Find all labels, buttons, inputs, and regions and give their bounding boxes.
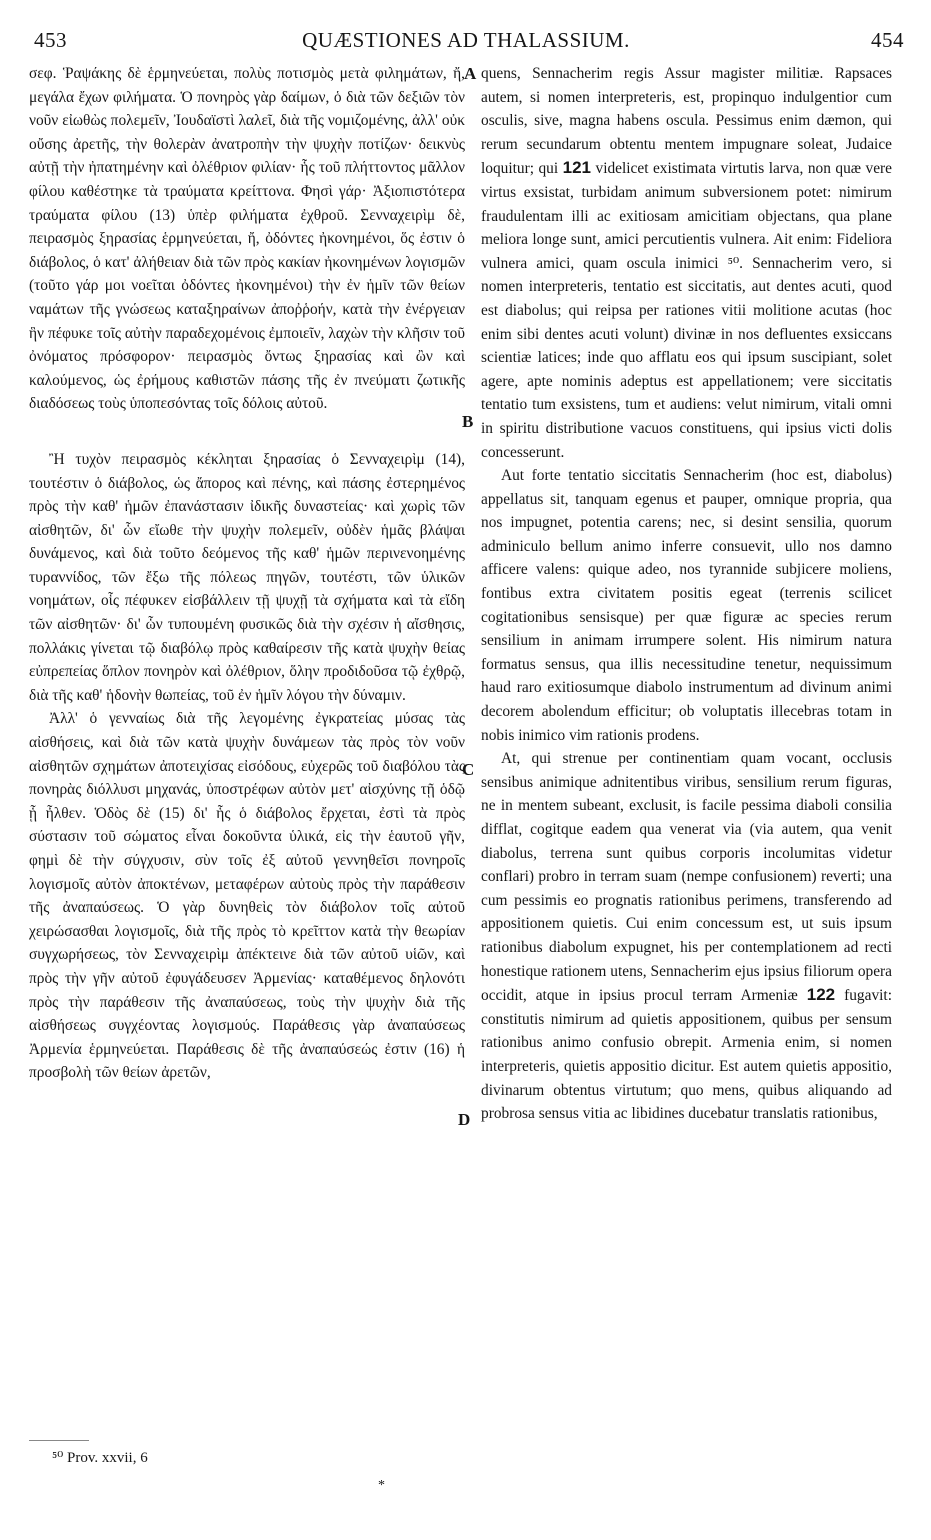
column-number-121: 121 [562, 158, 592, 178]
latin-paragraph-1-part-a: quens, Sennacherim regis Assur magister militiæ. Rapsaces autem, si nomen interpreteris, est, propinquo indulgentior cum osculis, sive, magna habens oscula. Pessimus enim dæmon, qui rerum secundarum obtentu mentem impugnare soleat, Judaice loquitur; qui [481, 65, 892, 178]
page-header [28, 28, 904, 58]
section-marker-a: A [464, 64, 477, 83]
section-marker-c: C [462, 760, 475, 779]
latin-paragraph-3-part-b: fugavit: constitutis nimirum ad quietis appositionem, quibus per sensum rationibus animo confusio obrepit. Armenia enim, si nomen interpreteris, quietis appositio dicitur. Est autem quietis appositio, divinarum obtentus virtutum; quo mens, quibus aliquando ad probrosa sensus vitia ac libidines ducebatur translatis rationibus, [481, 987, 892, 1123]
section-marker-d: D [458, 1110, 471, 1129]
latin-paragraph-3-part-a: At, qui strenue per continentiam quam vocant, occlusis sensibus animique adnitentibus viribus, sensilium rerum figuras, ne in mentem subeant, exclusit, is facile pessima diaboli consilia difflat, cogitque eadem qua venerat via (via autem, qua venit diabolus, terrena sunt quibus corporis incolumitas videtur conflari) probro in terram suam (nempe confusionem) reverti; una cum pessimis eo prognatis rationibus perimens, transferendo ad appositionem quietis. Cui enim concessum est, ut suis ipsum rationibus diabolum expugnet, his per contemplationem ad recti honestique rationem utens, Sennacherim ejus ipsius filiorum opera occidit, atque in ipsius procul terram Armeniæ [481, 750, 892, 1005]
section-marker-b: B [462, 412, 474, 431]
running-title: QUÆSTIONES AD THALASSIUM. [302, 28, 630, 52]
page-number-left: 453 [34, 28, 67, 52]
greek-paragraph-2: Ἢ τυχὸν πειρασμὸς κέκληται ξηρασίας ὁ Σενναχειρὶμ (14), τουτέστιν ὁ διάβολος, ὡς ἄπορος καὶ πένης, καὶ πάσης ἐστερημένος πρὸς τὴν καθ' ἡμῶν ἐπανάστασιν ἰδικῆς δυναστείας· καὶ χωρὶς τῶν αἰσθητῶν, δι' ὧν εἴωθε τὴν ψυχὴν πολεμεῖν, οὐδὲν ἡμᾶς βλάψαι δυνάμενος, καὶ διὰ τοῦτο δεόμενος τῆς καθ' ἡμῶν περινενοημένης τυραννίδος, τῶν ἔξω τῆς πόλεως πηγῶν, τουτέστι, τῶν ὑλικῶν νοημάτων, οἷς πέφυκεν εἰσβάλλειν τῇ ψυχῇ τὰ σχήματα καὶ τὰ εἴδη τῶν αἰσθητῶν· δι' ὧν τυπουμένη φυσικῶς διὰ τὴν σχέσιν ἡ αἴσθησις, πολλάκις γίνεται τῷ διαβόλῳ πρὸς καθαίρεσιν τῆς κατὰ ψυχὴν θείας εὐπρεπείας ὅπλον πονηρὸν καὶ ὀλέθριον, ὅλην προδιδοῦσα τῷ ἐχθρῷ, διὰ τῆς καθ' ἡδονὴν θωπείας, τοῦ ἐν ἡμῖν λόγου τὴν δύναμιν. [29, 450, 465, 704]
greek-paragraph-1: σεφ. Ῥαψάκης δὲ ἑρμηνεύεται, πολὺς ποτισμὸς μετὰ φιλημάτων, ἤ, μεγάλα ἔχων φιλήματα. Ὁ πονηρὸς γὰρ δαίμων, ὁ διὰ τῶν δεξιῶν τὸν νοῦν εἰωθὼς πολεμεῖν, Ἰουδαϊστὶ λαλεῖ, διὰ τῆς νομιζομένης, ἀλλ' οὐκ οὔσης ἀρετῆς, τὴν θολερὰν ἀνατροπὴν τὴν ψυχὴν ποτίζων· δεικνὺς αὐτῇ τὴν ἠπατημένην καὶ ὀλέθριον φιλίαν· ἧς τοῦ πλήττοντος μᾶλλον φίλου καθέστηκε τὰ τραύματα κρείττονα. Φησὶ γάρ· Ἀξιοπιστότερα τραύματα φίλου (13) ὑπὲρ φιλήματα ἐχθροῦ. Σενναχειρὶμ δὲ, πειρασμὸς ξηρασίας ἑρμηνεύεται, ἤ, ὀδόντες ἠκονημένοι, ὅς ἐστιν ὁ διάβολος, ὁ κατ' ἀλήθειαν διὰ τῶν πρὸς κακίαν ἠκονημένων λογισμῶν (τοῦτο γάρ μοι νοεῖται ὀδόντες ἠκονημένοι) τὴν ἐν ἡμῖν τῶν θείων ναμάτων τῆς γνώσεως καταξηραίνων ἀποῤῥοήν, κατὰ τὴν ἐνέργειαν ἣν πέφυκε τοῖς αὐτὴν παραδεχομένοις ἐμποιεῖν, λαχὼν τὴν κλῆσιν τοῦ ὀνόματος πρόσφορον· πειρασμὸς ὄντως ξηρασίας καὶ ὢν καὶ καλούμενος, ὡς ἐρήμους καθιστῶν πάσης τῆς ἐν πνεύματι ζωτικῆς διαδόσεως τοὺς ὑποπεσόντας τοῖς δόλοις αὐτοῦ. [29, 65, 465, 413]
footnote: ⁵⁰ Prov. xxvii, 6 [52, 1450, 148, 1466]
greek-paragraph-3: Ἀλλ' ὁ γενναίως διὰ τῆς λεγομένης ἐγκρατείας μύσας τὰς αἰσθήσεις, καὶ διὰ τῶν κατὰ ψυχὴν δυνάμεων τὰς πρὸς τὸν νοῦν αἰσθητῶν σχημάτων ἀποτειχίσας εἰσόδους, εὐχερῶς τοῦ διαβόλου τὰς πονηρὰς διόλλυσι μηχανάς, ὑποστρέφων αὐτὸν μετ' αἰσχύνης τῇ ὁδῷ ᾗ ἦλθεν. Ὁδὸς δὲ (15) δι' ἧς ὁ διάβολος ἔρχεται, ἐστὶ τὰ πρὸς σύστασιν τοῦ σώματος εἶναι δοκοῦντα ὑλικά, εἰς τὴν ἑαυτοῦ γῆν, φημὶ δὲ τὴν σύγχυσιν, σὺν τοῖς ἐξ αὐτοῦ γεννηθεῖσι πονηροῖς λογισμοῖς αὐτὸν ἀποκτένων, μεταφέρων αὐτοὺς πρὸς τὴν παράθεσιν τῆς ἀναπαύσεως. Ὁ γὰρ δυνηθεὶς τὸν διάβολον τοῖς αὐτοῦ χειρώσασθαι λογισμοῖς, διὰ τῆς πρὸς τὸ κρεῖττον κατὰ τὴν θεωρίαν συγχωρήσεως, τὸν Σενναχειρὶμ ἀπέκτεινε διὰ τῶν αὐτοῦ υἱῶν, καὶ πρὸς τὴν γῆν αὐτοῦ ἐφυγάδευσεν Ἀρμενίας· καταθέμενος δηλονότι πρὸς τὴν παράθεσιν τῆς ἀναπαύσεως, τοὺς τὴν ψυχὴν διὰ τῆς αἰσθήσεως συγχέοντας λογισμούς. Παράθεσις γὰρ ἀναπαύσεως Ἀρμενία ἑρμηνεύεται. Παράθεσις δὲ τῆς ἀναπαύσεώς ἐστιν (16) ἡ προσβολὴ τῶν θείων ἀρετῶν, [29, 710, 465, 1082]
page-number-right: 454 [871, 28, 904, 52]
footnote-rule [29, 1440, 89, 1441]
latin-paragraph-1 [481, 62, 892, 464]
latin-paragraph-2: Aut forte tentatio siccitatis Sennacherim (hoc est, diabolus) appellatus sit, tanquam egenus et pauper, omnique propria, qua nos impugnet, potentia carens; nec, si desint sensilia, quorum adminiculo bellum animo inferre consuevit, ullo nos damno afficere valens: quique adeo, nos tyrannide subjicere moliens, fontibus extra civitatem positis egeat (terrenis scilicet cogitationibus sensisque) per quæ figuræ ac species rerum sensilium in animam irrumpere solent. His nimirum natura formatus sensus, qua illis necessitudine tenetur, nequissimum haud raro exitiosumque diabolo instrumentum ad divinum animi decorem abolendum efficitur; ob voluptatis illecebras totam in nobis inimico vim rationis prodens. [481, 467, 892, 744]
column-number-122: 122 [806, 985, 836, 1005]
bottom-mark: * [378, 1478, 385, 1493]
latin-column [481, 62, 892, 1126]
greek-column [29, 62, 465, 1085]
latin-paragraph-3 [481, 747, 892, 1126]
latin-paragraph-1-part-b: videlicet existimata virtutis larva, non quæ vere virtus exsistat, turbidam animum subversionem potet: nimirum fraudulentam illi ac exitiosam amicitiam objectans, qua plane meliora longe sunt, amici percutientis vulnera. Ait enim: Fideliora vulnera amici, quam oscula inimici ⁵⁰. Sennacherim vero, si nomen interpreteris, tentatio est siccitatis, aut dentes acuti, quod est diabolus; qui reipsa per rationes vitii molitione acutas (hoc enim sibi dentes acuti volunt) divinæ in nos defluentes exsiccans scientiæ latices; inde quo afflatu eos qui ipsum suscipiant, solet agere, apte nominis adeptus est appellationem; vere siccitatis tentatio tum exsistens, tum et audiens: velut nimirum, vitali omni in spiritu distributione vacuos constituens, qui ipsius victi dolis concesserunt. [481, 160, 892, 461]
